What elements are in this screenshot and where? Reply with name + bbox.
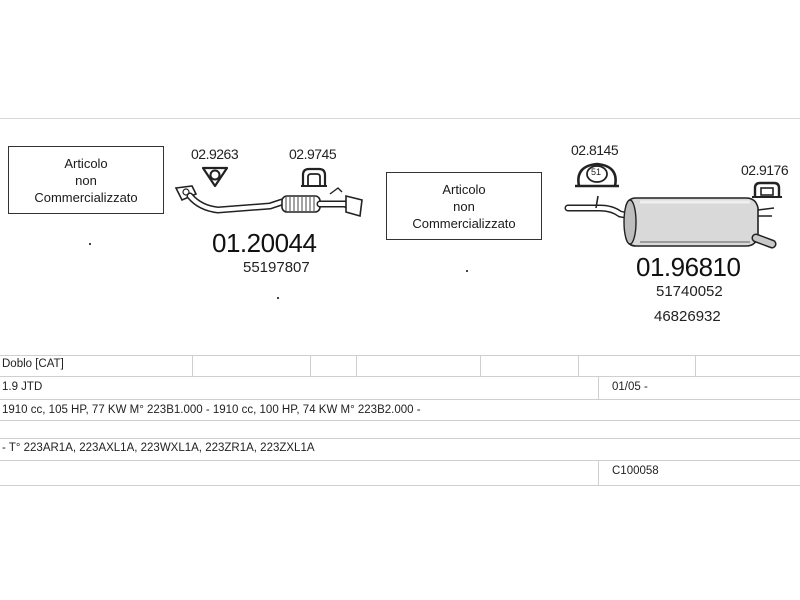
vehicle-spec: 1910 cc, 105 HP, 77 KW M° 223B1.000 - 1910 cc, 100 HP, 74 KW M° 223B2.000 - bbox=[2, 404, 421, 416]
table-col-divider bbox=[695, 355, 696, 376]
top-rule bbox=[0, 118, 800, 119]
vehicle-model: Doblo [CAT] bbox=[2, 358, 64, 370]
table-col-divider bbox=[310, 355, 311, 376]
table-rule bbox=[0, 399, 800, 400]
not-sold-box-1 bbox=[8, 146, 164, 214]
rear-silencer-oem-code-2: 46826932 bbox=[654, 308, 721, 325]
front-pipe-icon[interactable] bbox=[170, 182, 370, 232]
clamp-code[interactable]: 02.9745 bbox=[289, 146, 337, 162]
table-col-divider bbox=[578, 355, 579, 376]
mount-label: 51 bbox=[591, 167, 602, 177]
not-sold-line-2: non bbox=[75, 172, 97, 188]
rear-silencer-code[interactable]: 01.96810 bbox=[636, 252, 741, 282]
not-sold-line-3: Commercializzato bbox=[412, 215, 516, 231]
table-rule bbox=[0, 376, 800, 377]
gasket-code[interactable]: 02.9263 bbox=[191, 146, 239, 162]
table-col-divider bbox=[598, 460, 599, 485]
table-rule bbox=[0, 420, 800, 421]
rear-silencer-icon[interactable] bbox=[560, 192, 780, 254]
rear-clamp-code[interactable]: 02.9176 bbox=[741, 162, 789, 178]
table-rule bbox=[0, 355, 800, 356]
table-rule bbox=[0, 460, 800, 461]
not-sold-line-1: Articolo bbox=[64, 155, 108, 171]
marker-dot bbox=[89, 243, 91, 245]
front-pipe-code[interactable]: 01.20044 bbox=[212, 228, 317, 258]
vehicle-types: - T° 223AR1A, 223AXL1A, 223WXL1A, 223ZR1A, 223ZXL1A bbox=[2, 442, 315, 454]
catalog-code: C100058 bbox=[612, 465, 659, 477]
table-rule bbox=[0, 485, 800, 486]
table-col-divider bbox=[356, 355, 357, 376]
not-sold-box-2 bbox=[386, 172, 542, 240]
table-col-divider bbox=[192, 355, 193, 376]
not-sold-line-2: non bbox=[453, 198, 475, 214]
marker-dot bbox=[466, 270, 468, 272]
marker-dot bbox=[277, 297, 279, 299]
table-col-divider bbox=[598, 376, 599, 399]
table-col-divider bbox=[480, 355, 481, 376]
rear-silencer-oem-code-1: 51740052 bbox=[656, 283, 723, 300]
not-sold-line-3: Commercializzato bbox=[34, 189, 138, 205]
not-sold-line-1: Articolo bbox=[442, 181, 486, 197]
vehicle-engine: 1.9 JTD bbox=[2, 381, 43, 393]
mount-code[interactable]: 02.8145 bbox=[571, 142, 619, 158]
table-rule bbox=[0, 438, 800, 439]
vehicle-date-from: 01/05 - bbox=[612, 381, 648, 393]
front-pipe-oem-code: 55197807 bbox=[243, 259, 310, 276]
